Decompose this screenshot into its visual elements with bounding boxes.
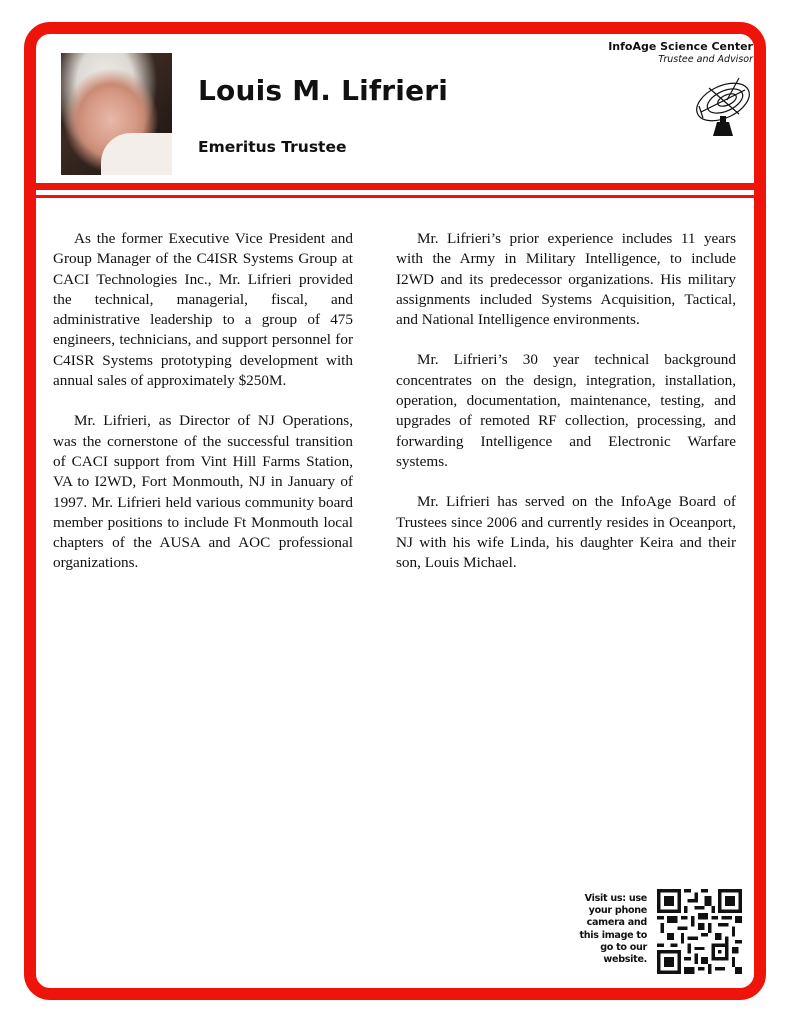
organization-block — [608, 40, 753, 65]
satellite-dish-icon — [689, 74, 759, 140]
organization-name: InfoAge Science Center — [608, 40, 753, 53]
bio-paragraph: Mr. Lifrieri’s 30 year technical background concentrates on the design, integration, installation, operation, documentation, maintenance, testing, and upgrades of remoted RF collection, processing, and forwarding Intelligence and Electronic Warfare systems. — [396, 351, 736, 470]
portrait-photo — [61, 53, 172, 175]
person-role: Emeritus Trustee — [198, 138, 347, 156]
person-name: Louis M. Lifrieri — [198, 74, 449, 107]
bio-paragraph: Mr. Lifrieri has served on the InfoAge Board of Trustees since 2006 and currently resides in Oceanport, NJ with his wife Linda, his daughter Keira and their son, Louis Michael. — [396, 493, 736, 572]
bio-paragraph: Mr. Lifrieri’s prior experience includes 11 years with the Army in Military Intelligence, to include I2WD and its predecessor organizations. His military assignments included Systems Acquisition, Tactical, and National Intelligence environments. — [396, 230, 736, 329]
bio-paragraph: As the former Executive Vice President and Group Manager of the C4ISR Systems Group at CACI Technologies Inc., Mr. Lifrieri provided the technical, managerial, fiscal, and administrative leadership to a group of 475 engineers, technicians, and support personnel for C4ISR Systems prototyping development with annual sales of approximately $250M. — [53, 230, 353, 390]
bio-right-column — [396, 229, 736, 593]
header-divider-thick — [36, 183, 754, 190]
bio-paragraph: Mr. Lifrieri, as Director of NJ Operations, was the cornerstone of the successful transition of CACI support from Vint Hill Farms Station, VA to I2WD, Fort Monmouth, NJ in January of 1997. Mr. Lifrieri held various community board member positions to include Ft Monmouth local chapters of the AUSA and AOC professional organizations. — [53, 412, 353, 572]
portrait-shirt — [101, 133, 172, 175]
header-divider-thin — [36, 195, 754, 198]
bio-left-column — [53, 229, 353, 594]
visit-website-text: Visit us: use your phone camera and this image to go to our website. — [579, 893, 647, 966]
organization-subtitle: Trustee and Advisor — [658, 54, 753, 65]
qr-code-icon[interactable] — [657, 889, 742, 974]
